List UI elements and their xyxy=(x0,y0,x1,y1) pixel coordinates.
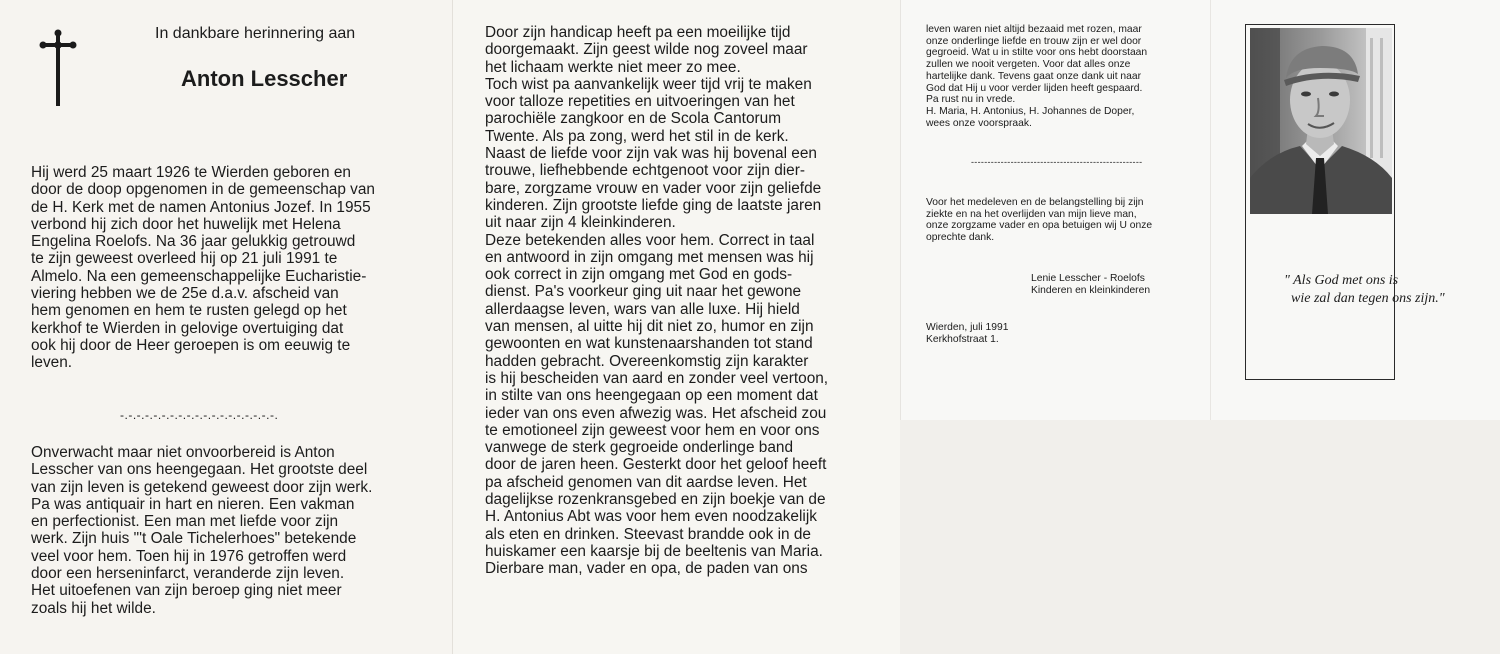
card-panel-inner xyxy=(452,0,900,654)
divider: ---------------------------------------------------- xyxy=(971,157,1143,167)
tribute-continued-paragraph: Door zijn handicap heeft pa een moeilijke tijd doorgemaakt. Zijn geest wilde nog zoveel maar het lichaam werkte niet meer zo mee. Toch wist pa aanvankelijk weer tijd vrij te maken voor talloze repetities en uitvoeringen van het parochiële zangkoor en de Scola Cantorum Twente. Als pa zong, werd het stil in de kerk. Naast de liefde voor zijn vak was hij bovenal een trouwe, liefhebbende echtgenoot voor zijn dier- bare, zorgzame vrouw en vader voor zijn geliefde kinderen. Zijn grootste liefde ging de laatste jaren uit naar zijn 4 kleinkinderen. Deze betekenden alles voor hem. Correct in taal en antwoord in zijn omgang met mensen was hij ook correct in zijn omgang met God en gods- dienst. Pa's voorkeur ging uit naar het gewone allerdaagse leven, wars van alle luxe. Hij hield van mensen, al uitte hij dit niet zo, humor en zijn gewoonten en wat kunstenaarshanden tot stand hadden gebracht. Overeenkomstig zijn karakter is hij bescheiden van aard en zonder veel vertoon, in stilte van ons heengegaan op een moment dat ieder van ons even afwezig was. Het afscheid zou te emotioneel zijn geweest voor hem en voor ons vanwege de sterk gegroeide onderlinge band door de jaren heen. Gesterkt door het geloof heeft pa afscheid genomen van dit aardse leven. Het dagelijkse rozenkransgebed en zijn boekje van de H. Antonius Abt was voor hem even noodzakelijk als eten en drinken. Steevast brandde ook in de huiskamer een kaarsje bij de beeltenis van Maria. Dierbare man, vader en opa, de paden van ons xyxy=(485,24,829,578)
thanks-paragraph: Voor het medeleven en de belangstelling bij zijn ziekte en na het overlijden van mijn lieve man, onze zorgzame vader en opa betuigen wij U onze oprechte dank. xyxy=(926,197,1153,244)
card-panel-thanks xyxy=(900,0,1210,420)
cross-icon xyxy=(38,28,78,108)
divider: -.-.-.-.-.-.-.-.-.-.-.-.-.-.-.-.-.-.-. xyxy=(120,408,279,422)
deceased-name: Anton Lesscher xyxy=(181,66,348,91)
place-date: Wierden, juli 1991 Kerkhofstraat 1. xyxy=(926,322,1009,345)
signature-block: Lenie Lesscher - Roelofs Kinderen en kleinkinderen xyxy=(1031,273,1151,296)
biography-paragraph: Hij werd 25 maart 1926 te Wierden geboren en door de doop opgenomen in de gemeenschap van de H. Kerk met de namen Antonius Jozef. In 1955 verbond hij zich door het huwelijk met Helena Engelina Roelofs. Na 36 jaar gelukkig getrouwd te zijn geweest overleed hij op 21 juli 1991 te Almelo. Na een gemeenschappelijke Eucharistie- viering hebben we de 25e d.a.v. afscheid van hem genomen en hem te rusten gelegd op het kerkhof te Wierden in gelovige overtuiging dat ook hij door de Heer geroepen is om eeuwig te leven. xyxy=(31,164,375,372)
card-panel-front xyxy=(0,0,452,654)
card-panel-photo xyxy=(1210,0,1500,420)
photo-frame xyxy=(1245,24,1445,380)
portrait-photo xyxy=(1250,28,1392,214)
blank-area xyxy=(900,420,1500,654)
closing-paragraph: leven waren niet altijd bezaaid met rozen, maar onze onderlinge liefde en trouw zijn er wel door gegroeid. Wat u in stilte voor ons hebt doorstaan zullen we nooit vergeten. Voor dat alles onze hartelijke dank. Tevens gaat onze dank uit naar God dat Hij u voor verder lijden heeft gespaard. Pa rust nu in vrede. H. Maria, H. Antonius, H. Johannes de Doper, wees onze voorspraak. xyxy=(926,24,1148,129)
quote: " Als God met ons is wie zal dan tegen ons zijn." xyxy=(1284,273,1445,306)
card-heading: In dankbare herinnering aan xyxy=(155,25,356,42)
tribute-paragraph: Onverwacht maar niet onvoorbereid is Anton Lesscher van ons heengegaan. Het grootste deel van zijn leven is getekend geweest door zijn werk. Pa was antiquair in hart en nieren. Een vakman en perfectionist. Een man met liefde voor zijn werk. Zijn huis "'t Oale Tichelerhoes" betekende veel voor hem. Toen hij in 1976 getroffen werd door een herseninfarct, veranderde zijn leven. Het uitoefenen van zijn beroep ging niet meer zoals hij het wilde. xyxy=(31,444,373,617)
